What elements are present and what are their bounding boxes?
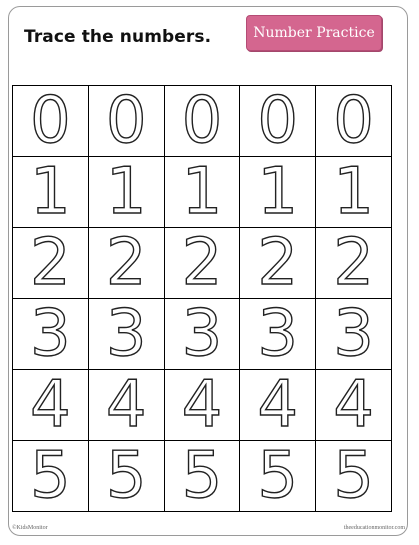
grid-cell [316, 157, 392, 228]
grid-cell [13, 370, 89, 441]
trace-digit: 4 [257, 368, 299, 442]
grid-cell [240, 370, 316, 441]
grid-row-0 [13, 86, 392, 157]
trace-digit: 2 [181, 226, 223, 300]
grid-cell [88, 157, 164, 228]
grid-cell [240, 86, 316, 157]
grid-row-2 [13, 228, 392, 299]
grid-cell [316, 228, 392, 299]
grid-cell [164, 157, 240, 228]
grid-cell [88, 299, 164, 370]
grid-cell [13, 157, 89, 228]
trace-digit: 5 [105, 439, 147, 513]
grid-row-4 [13, 370, 392, 441]
grid-cell [13, 441, 89, 512]
grid-cell [164, 370, 240, 441]
grid-cell [316, 299, 392, 370]
grid-cell [240, 441, 316, 512]
grid-row-1 [13, 157, 392, 228]
grid-cell [316, 86, 392, 157]
grid-row-5 [13, 441, 392, 512]
trace-digit: 0 [30, 84, 71, 158]
trace-digit: 1 [257, 155, 299, 229]
trace-digit: 5 [30, 439, 71, 513]
trace-digit: 0 [257, 84, 299, 158]
trace-digit: 3 [181, 297, 223, 371]
grid-cell [88, 370, 164, 441]
trace-digit: 0 [181, 84, 223, 158]
trace-digit: 0 [105, 84, 147, 158]
grid-cell [164, 228, 240, 299]
trace-digit: 2 [333, 226, 374, 300]
grid-cell [164, 441, 240, 512]
trace-digit: 1 [105, 155, 147, 229]
grid-cell [240, 228, 316, 299]
trace-digit: 3 [105, 297, 147, 371]
footer-copyright: ©KidsMonitor [12, 525, 48, 531]
footer-website: theeducationmonitor.com [343, 525, 405, 531]
grid-cell [13, 299, 89, 370]
trace-digit: 4 [105, 368, 147, 442]
grid-cell [316, 441, 392, 512]
grid-cell [164, 299, 240, 370]
grid-cell [164, 86, 240, 157]
grid-cell [13, 86, 89, 157]
trace-digit: 1 [333, 155, 374, 229]
tracing-grid [12, 85, 392, 512]
trace-digit: 1 [30, 155, 71, 229]
grid-row-3 [13, 299, 392, 370]
trace-digit: 4 [30, 368, 71, 442]
trace-digit: 5 [257, 439, 299, 513]
trace-digit: 4 [181, 368, 223, 442]
trace-digit: 2 [30, 226, 71, 300]
trace-digit: 5 [181, 439, 223, 513]
grid-cell [13, 228, 89, 299]
trace-digit: 4 [333, 368, 374, 442]
grid-cell [88, 86, 164, 157]
grid-cell [88, 441, 164, 512]
grid-cell [240, 299, 316, 370]
trace-digit: 2 [105, 226, 147, 300]
page-title: Trace the numbers. [24, 27, 212, 47]
trace-digit: 3 [30, 297, 71, 371]
grid-cell [316, 370, 392, 441]
grid-cell [240, 157, 316, 228]
trace-digit: 0 [333, 84, 374, 158]
trace-digit: 3 [257, 297, 299, 371]
trace-digit: 3 [333, 297, 374, 371]
trace-digit: 2 [257, 226, 299, 300]
grid-cell [88, 228, 164, 299]
category-badge: Number Practice [246, 15, 382, 51]
trace-digit: 5 [333, 439, 374, 513]
trace-digit: 1 [181, 155, 223, 229]
